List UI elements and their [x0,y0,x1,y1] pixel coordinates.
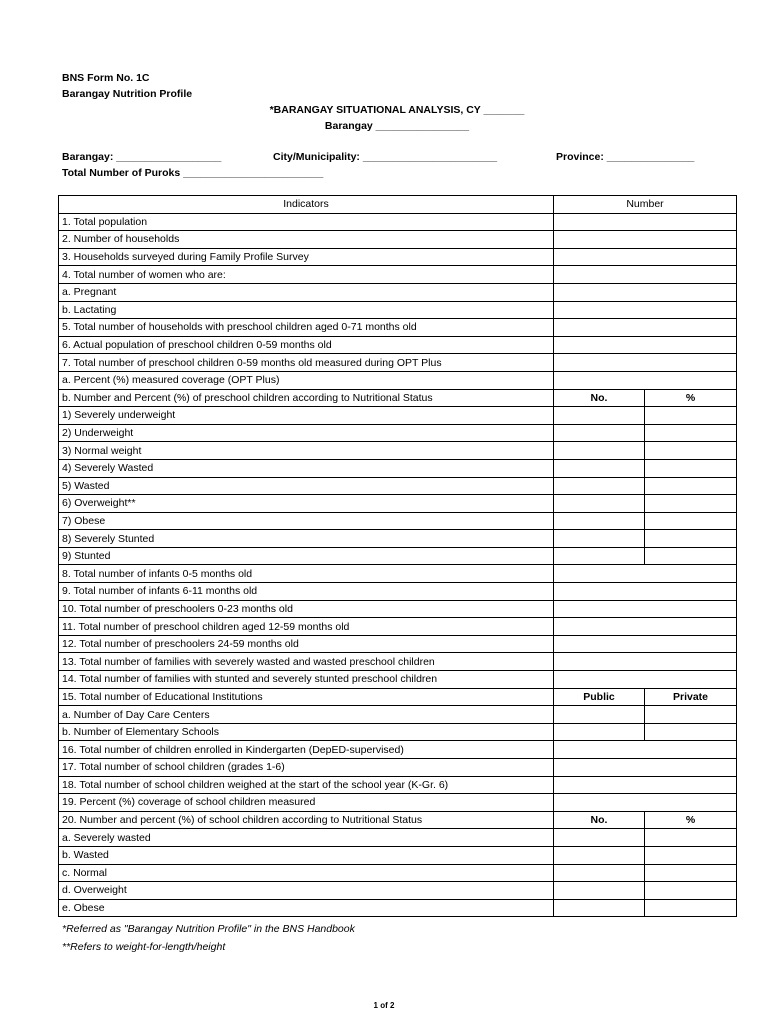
number-cell[interactable] [554,301,737,319]
value-cell[interactable] [554,706,645,724]
number-cell[interactable] [554,231,737,249]
indicator-label: 7. Total number of preschool children 0-59 months old measured during OPT Plus [59,354,554,372]
number-cell[interactable] [554,248,737,266]
indicator-label: a. Percent (%) measured coverage (OPT Plus) [59,371,554,389]
table-row [59,635,737,653]
value-cell[interactable] [554,442,645,460]
value-cell[interactable] [645,477,737,495]
table-row [59,600,737,618]
indicator-label: 5) Wasted [59,477,554,495]
value-cell[interactable] [645,512,737,530]
indicator-label: b. Number and Percent (%) of preschool children according to Nutritional Status [59,389,554,407]
indicator-label: 7) Obese [59,512,554,530]
value-cell[interactable] [645,495,737,513]
value-cell[interactable] [645,530,737,548]
indicator-label: 4. Total number of women who are: [59,266,554,284]
subheader-cell: % [645,389,737,407]
value-cell[interactable] [645,424,737,442]
table-row [59,530,737,548]
value-cell[interactable] [645,899,737,917]
number-cell[interactable] [554,741,737,759]
indicator-label: 3. Households surveyed during Family Profile Survey [59,248,554,266]
indicator-label: b. Wasted [59,846,554,864]
table-row [59,583,737,601]
value-cell[interactable] [645,459,737,477]
table-row [59,899,737,917]
table-row [59,671,737,689]
value-cell[interactable] [554,846,645,864]
province-field[interactable]: Province: _______________ [556,151,695,163]
indicator-label: 15. Total number of Educational Institutions [59,688,554,706]
indicator-label: 14. Total number of families with stunted and severely stunted preschool children [59,671,554,689]
indicator-label: a. Pregnant [59,283,554,301]
table-row [59,248,737,266]
total-puroks-field[interactable]: Total Number of Puroks ________________________ [62,167,324,179]
table-row [59,512,737,530]
table-row [59,829,737,847]
analysis-title: *BARANGAY SITUATIONAL ANALYSIS, CY _______ [269,104,525,116]
table-row [59,424,737,442]
indicator-label: 2) Underweight [59,424,554,442]
number-cell[interactable] [554,635,737,653]
indicator-label: 4) Severely Wasted [59,459,554,477]
indicator-label: a. Number of Day Care Centers [59,706,554,724]
number-cell[interactable] [554,600,737,618]
number-cell[interactable] [554,336,737,354]
table-row [59,811,737,829]
table-row [59,653,737,671]
subheader-cell: Private [645,688,737,706]
number-cell[interactable] [554,776,737,794]
indicator-label: 6. Actual population of preschool children 0-59 months old [59,336,554,354]
indicator-label: b. Lactating [59,301,554,319]
value-cell[interactable] [554,424,645,442]
table-row [59,618,737,636]
page-number: 1 of 2 [373,1001,395,1010]
value-cell[interactable] [554,882,645,900]
table-row [59,336,737,354]
indicator-label: 1) Severely underweight [59,407,554,425]
value-cell[interactable] [554,407,645,425]
subheader-cell: Public [554,688,645,706]
indicator-label: 20. Number and percent (%) of school children according to Nutritional Status [59,811,554,829]
barangay-field[interactable]: Barangay: __________________ [62,151,222,163]
subheader-cell: No. [554,389,645,407]
indicator-label: 9) Stunted [59,547,554,565]
indicator-label: 12. Total number of preschoolers 24-59 months old [59,635,554,653]
indicator-label: b. Number of Elementary Schools [59,723,554,741]
table-row [59,371,737,389]
table-row [59,231,737,249]
form-number: BNS Form No. 1C [62,72,150,84]
number-cell[interactable] [554,266,737,284]
indicator-label: 9. Total number of infants 6-11 months old [59,583,554,601]
indicators-column-header: Indicators [59,196,554,214]
table-header-row [59,196,737,214]
indicator-label: 8. Total number of infants 0-5 months old [59,565,554,583]
value-cell[interactable] [645,706,737,724]
value-cell[interactable] [554,723,645,741]
table-row [59,741,737,759]
subheader-cell: No. [554,811,645,829]
value-cell[interactable] [645,547,737,565]
value-cell[interactable] [645,882,737,900]
table-row [59,459,737,477]
indicator-label: 6) Overweight** [59,495,554,513]
indicator-label: c. Normal [59,864,554,882]
table-row [59,723,737,741]
table-row [59,389,737,407]
indicator-label: 19. Percent (%) coverage of school children measured [59,794,554,812]
number-cell[interactable] [554,354,737,372]
barangay-heading: Barangay ________________ [324,120,470,132]
table-row [59,407,737,425]
number-cell[interactable] [554,565,737,583]
indicator-label: 17. Total number of school children (grades 1-6) [59,759,554,777]
subheader-cell: % [645,811,737,829]
number-cell[interactable] [554,319,737,337]
table-row [59,759,737,777]
indicator-label: 3) Normal weight [59,442,554,460]
table-row [59,882,737,900]
indicator-label: 8) Severely Stunted [59,530,554,548]
indicator-label: 16. Total number of children enrolled in Kindergarten (DepED-supervised) [59,741,554,759]
number-cell[interactable] [554,583,737,601]
value-cell[interactable] [554,512,645,530]
value-cell[interactable] [645,864,737,882]
table-row [59,319,737,337]
value-cell[interactable] [645,442,737,460]
value-cell[interactable] [645,829,737,847]
table-row [59,547,737,565]
value-cell[interactable] [645,407,737,425]
table-row [59,846,737,864]
table-row [59,794,737,812]
table-row [59,495,737,513]
number-cell[interactable] [554,213,737,231]
value-cell[interactable] [554,547,645,565]
value-cell[interactable] [554,899,645,917]
table-row [59,776,737,794]
value-cell[interactable] [554,864,645,882]
form-title: Barangay Nutrition Profile [62,88,193,100]
indicator-label: 13. Total number of families with severely wasted and wasted preschool children [59,653,554,671]
indicator-label: e. Obese [59,899,554,917]
indicator-label: 18. Total number of school children weighed at the start of the school year (K-Gr. 6) [59,776,554,794]
indicators-table [58,195,737,917]
number-cell[interactable] [554,653,737,671]
indicator-label: 1. Total population [59,213,554,231]
footnote-2: **Refers to weight-for-length/height [62,941,226,953]
table-row [59,442,737,460]
value-cell[interactable] [554,829,645,847]
number-column-header: Number [554,196,737,214]
table-row [59,477,737,495]
value-cell[interactable] [645,723,737,741]
table-row [59,565,737,583]
table-row [59,266,737,284]
indicator-label: 2. Number of households [59,231,554,249]
number-cell[interactable] [554,618,737,636]
value-cell[interactable] [554,477,645,495]
table-row [59,301,737,319]
indicator-label: d. Overweight [59,882,554,900]
table-row [59,864,737,882]
table-row [59,283,737,301]
table-row [59,688,737,706]
number-cell[interactable] [554,283,737,301]
table-row [59,213,737,231]
city-municipality-field[interactable]: City/Municipality: _______________________ [273,151,498,163]
value-cell[interactable] [645,846,737,864]
indicator-label: 10. Total number of preschoolers 0-23 months old [59,600,554,618]
number-cell[interactable] [554,794,737,812]
footnote-1: *Referred as "Barangay Nutrition Profile" in the BNS Handbook [62,923,355,935]
number-cell[interactable] [554,371,737,389]
indicator-label: 11. Total number of preschool children aged 12-59 months old [59,618,554,636]
number-cell[interactable] [554,671,737,689]
value-cell[interactable] [554,459,645,477]
indicator-label: 5. Total number of households with preschool children aged 0-71 months old [59,319,554,337]
value-cell[interactable] [554,495,645,513]
indicator-label: a. Severely wasted [59,829,554,847]
table-row [59,354,737,372]
table-row [59,706,737,724]
value-cell[interactable] [554,530,645,548]
number-cell[interactable] [554,759,737,777]
